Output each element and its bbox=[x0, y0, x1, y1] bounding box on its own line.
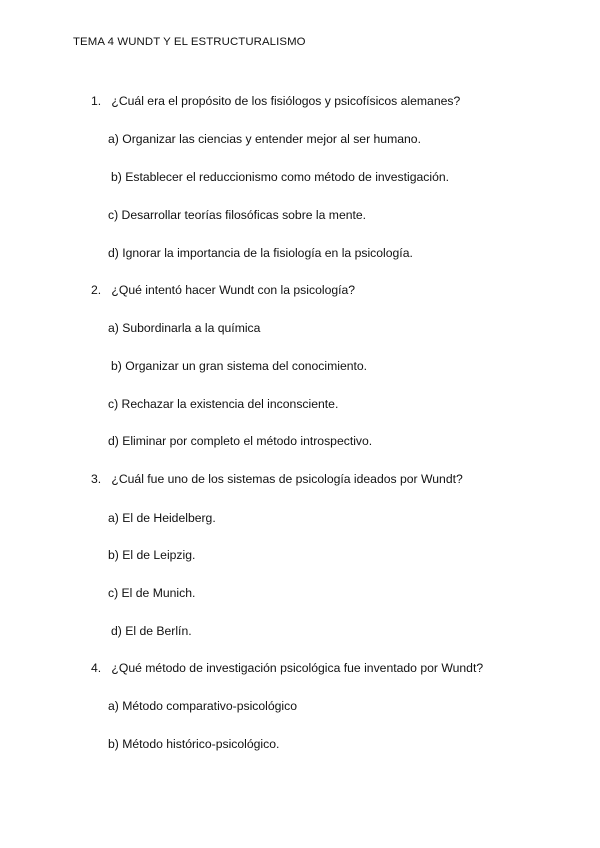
question-number: 3. bbox=[91, 472, 102, 486]
question-number: 1. bbox=[91, 94, 102, 108]
question-2 bbox=[91, 283, 355, 297]
answer-option: b) Establecer el reduccionismo como método de investigación. bbox=[111, 170, 450, 184]
question-text: ¿Qué método de investigación psicológica fue inventado por Wundt? bbox=[111, 661, 484, 675]
answer-option: c) Rechazar la existencia del inconsciente. bbox=[108, 397, 339, 411]
answer-option: a) Subordinarla a la química bbox=[108, 321, 261, 335]
question-1 bbox=[91, 94, 460, 108]
answer-option: d) Eliminar por completo el método introspectivo. bbox=[108, 434, 373, 448]
answer-option: a) El de Heidelberg. bbox=[108, 511, 216, 525]
answer-option: a) Organizar las ciencias y entender mejor al ser humano. bbox=[108, 132, 421, 146]
answer-option: c) El de Munich. bbox=[108, 586, 196, 600]
answer-option: b) El de Leipzig. bbox=[108, 548, 196, 562]
answer-option: d) El de Berlín. bbox=[111, 624, 192, 638]
answer-option: a) Método comparativo-psicológico bbox=[108, 699, 297, 713]
question-number: 4. bbox=[91, 661, 102, 675]
document-title: TEMA 4 WUNDT Y EL ESTRUCTURALISMO bbox=[73, 36, 306, 48]
question-text: ¿Cuál fue uno de los sistemas de psicología ideados por Wundt? bbox=[111, 472, 463, 486]
question-3 bbox=[91, 472, 463, 486]
answer-option: d) Ignorar la importancia de la fisiología en la psicología. bbox=[108, 246, 413, 260]
question-text: ¿Qué intentó hacer Wundt con la psicología? bbox=[111, 283, 356, 297]
answer-option: b) Organizar un gran sistema del conocimiento. bbox=[111, 359, 368, 373]
answer-option: c) Desarrollar teorías filosóficas sobre la mente. bbox=[108, 208, 367, 222]
question-text: ¿Cuál era el propósito de los fisiólogos y psicofísicos alemanes? bbox=[111, 94, 461, 108]
question-4 bbox=[91, 661, 483, 675]
answer-option: b) Método histórico-psicológico. bbox=[108, 737, 280, 751]
question-number: 2. bbox=[91, 283, 102, 297]
